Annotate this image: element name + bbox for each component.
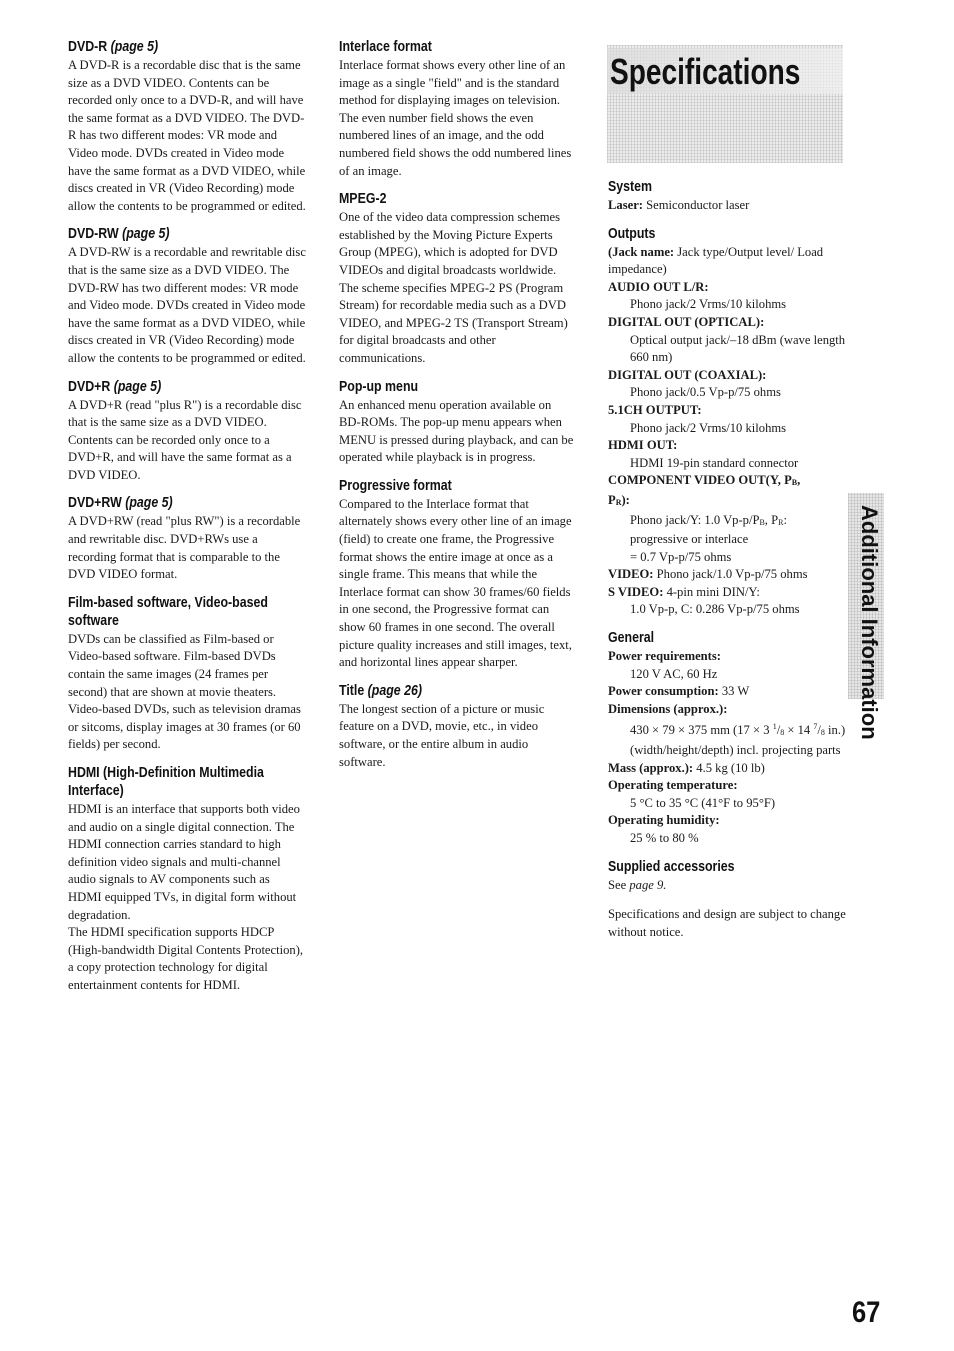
spec-section-system [608, 178, 846, 215]
spec-label: Mass (approx.): [608, 760, 694, 775]
entry-title: DVD-R (page 5) [68, 39, 159, 55]
entry-body: HDMI is an interface that supports both video and audio on a single digital connection. The HDMI connection carries standard to high definition video signals and multi-channel audio signals to AV components such as HDMI equipped TVs, in digital form without degradation. [68, 802, 300, 922]
specifications-title: Specifications [610, 51, 801, 92]
entry-body: DVDs can be classified as Film-based or Video-based software. Film-based DVDs contain the same images (24 frames per second) that are shown at movie theaters. Video-based DVDs, such as television dramas or sitcoms, display images at 30 frames (or 60 fields) per second. [68, 631, 301, 752]
spec-value: 4-pin mini DIN/Y: [666, 584, 760, 599]
glossary-entry-dvd-plus-rw [68, 494, 306, 583]
entry-title: HDMI (High-Definition Multimedia Interface) [68, 765, 264, 799]
page-number: 67 [852, 1296, 881, 1329]
entry-body: Interlace format shows every other line of an image as a single "field" and is the standard method for displaying images on television. The even number field shows the even numbered lines of an image, and the odd numbered field shows the odd numbered lines of an image. [339, 58, 572, 178]
glossary-entry-dvd-plus-r [68, 378, 306, 485]
glossary-entry-dvd-r [68, 38, 306, 215]
spec-label: DIGITAL OUT (OPTICAL): [608, 314, 765, 329]
entry-body: One of the video data compression schemes established by the Moving Picture Experts Group (MPEG), which is adopted for DVD VIDEOs and digital broadcasts worldwide. The scheme specifies MPEG-2 PS (Program Stream) for recordable media such as a DVD VIDEO, and MPEG-2 TS (Transport Stream) for digital broadcasts and other communications. [339, 210, 568, 365]
spec-label: Operating temperature: [608, 778, 738, 793]
entry-title: DVD-RW (page 5) [68, 226, 170, 243]
spec-value-dimensions: 430 × 79 × 375 mm (17 × 3 $^1$/8 × 14 $^7$/8 in.) (width/height/depth) incl. projecting parts [630, 722, 846, 758]
page-reference: (page 5) [125, 495, 173, 512]
entry-body: A DVD+RW (read "plus RW") is a recordable and rewritable disc. DVD+RWs use a recording format that is comparable to the DVD VIDEO format. [68, 514, 301, 582]
spec-value: Semiconductor laser [646, 198, 750, 212]
spec-value: HDMI 19-pin standard connector [630, 455, 799, 470]
entry-title: Film-based software, Video-based software [68, 594, 268, 629]
spec-label: AUDIO OUT L/R: [608, 279, 709, 294]
section-title: General [608, 630, 655, 647]
page-reference: (page 26) [367, 682, 423, 699]
entry-title: Interlace format [339, 39, 432, 55]
spec-label: HDMI OUT: [608, 438, 678, 453]
glossary-entry-mpeg2 [339, 190, 575, 367]
entry-title: Title (page 26) [339, 682, 423, 699]
spec-value: Phono jack/2 Vrms/10 kilohms [630, 297, 787, 312]
spec-label: Laser: [608, 198, 643, 212]
entry-body: A DVD-RW is a recordable and rewritable disc that is the same size as a DVD VIDEO. The DVD-RW has two different modes: VR mode and Video mode. DVDs created in Video mode have the same format as a DVD VIDEO, while discs created in VR (Video Recording) mode allow the contents to be programmed or edited. [68, 245, 306, 365]
spec-value: Phono jack/0.5 Vp-p/75 ohms [630, 385, 781, 400]
spec-value: 120 V AC, 60 Hz [630, 666, 718, 681]
spec-value: Optical output jack/–18 dBm (wave length 660 nm) [630, 332, 846, 365]
entry-body: Compared to the Interlace format that alternately shows every other line of an image (field) to create one frame, the Progressive format shows the entire image at once as a single frame. This means that while the Interlace format can show 30 frames/60 fields in one second, the Progressive format can show 60 frames in one second. The overall picture quality increases and still images, text, and horizontal lines appear sharper. [339, 496, 572, 670]
section-side-tab-label: Additional Information [857, 505, 882, 740]
glossary-entry-progressive [339, 477, 575, 672]
spec-value: Phono jack/1.0 Vp-p/75 ohms [656, 567, 808, 582]
page-reference: (page 5) [113, 378, 162, 395]
entry-body-2: The HDMI specification supports HDCP (High-bandwidth Digital Contents Protection), a copy protection technology for digital entertainment contents for HDMI. [68, 925, 304, 992]
entry-body: A DVD-R is a recordable disc that is the same size as a DVD VIDEO. Contents can be recorded only once to a DVD-R, and will have the same format as a DVD VIDEO. The DVD-R has two different modes: VR mode and Video mode. DVDs created in Video mode have the same format as a DVD VIDEO, while discs created in VR (Video Recording) mode allow the contents to be programmed or edited. [68, 58, 306, 213]
glossary-entry-popup-menu [339, 378, 575, 467]
spec-value: 5 °C to 35 °C (41°F to 95°F) [630, 795, 776, 810]
spec-label: Operating humidity: [608, 813, 720, 828]
spec-value: = 0.7 Vp-p/75 ohms [630, 549, 732, 564]
spec-value-component: Phono jack/Y: 1.0 Vp-p/PB, PR: [630, 512, 787, 527]
spec-section-outputs [608, 225, 846, 619]
glossary-column-2 [339, 38, 575, 781]
entry-title: MPEG-2 [339, 191, 387, 208]
spec-label: DIGITAL OUT (COAXIAL): [608, 367, 767, 382]
spec-value: progressive or interlace [630, 532, 749, 547]
spec-label: 5.1CH OUTPUT: [608, 402, 702, 417]
glossary-entry-interlace [339, 38, 575, 180]
entry-body: The longest section of a picture or music feature on a DVD, movie, etc., in video software, or the entire album in audio software. [339, 701, 545, 769]
specifications-column [608, 178, 846, 941]
spec-value: 4.5 kg (10 lb) [696, 760, 765, 775]
see-text: See [608, 877, 627, 892]
page-reference: page 9. [629, 877, 667, 892]
spec-value: 33 W [721, 684, 750, 699]
spec-label: Dimensions (approx.): [608, 701, 728, 716]
section-title: System [608, 179, 653, 195]
spec-value: Phono jack/2 Vrms/10 kilohms [630, 420, 787, 435]
spec-section-accessories [608, 858, 846, 895]
entry-body: An enhanced menu operation available on BD-ROMs. The pop-up menu appears when MENU is pressed during playback, and can be operated while playback is in progress. [339, 397, 574, 465]
glossary-entry-film-video-software [68, 594, 306, 754]
entry-title: Pop-up menu [339, 378, 419, 395]
entry-title: Progressive format [339, 477, 452, 494]
spec-label: Power requirements: [608, 649, 721, 664]
specifications-note: Specifications and design are subject to change without notice. [608, 907, 846, 939]
spec-value: 1.0 Vp-p, C: 0.286 Vp-p/75 ohms [630, 602, 800, 617]
entry-title: DVD+RW (page 5) [68, 495, 173, 512]
glossary-entry-dvd-rw [68, 225, 306, 367]
glossary-entry-hdmi [68, 764, 306, 995]
spec-label: S VIDEO: [608, 584, 664, 599]
spec-label: Power consumption: [608, 684, 719, 699]
page-reference: (page 5) [122, 226, 170, 243]
spec-label-component: COMPONENT VIDEO OUT(Y, PB, PR): [608, 473, 801, 507]
glossary-entry-title [339, 682, 575, 771]
section-title: Outputs [608, 225, 656, 242]
spec-section-general [608, 629, 846, 848]
page-reference: (page 5) [110, 39, 159, 55]
spec-value: Jack type/Output level/ Load impedance) [608, 244, 824, 277]
entry-body: A DVD+R (read "plus R") is a recordable disc that is the same size as a DVD VIDEO. Contents can be recorded only once to a DVD+R, and will have the same format as a DVD VIDEO. [68, 397, 302, 482]
glossary-column-1 [68, 38, 306, 1005]
spec-value: 25 % to 80 % [630, 831, 699, 845]
entry-title: DVD+R (page 5) [68, 378, 162, 395]
spec-label: VIDEO: [608, 567, 654, 582]
spec-label: (Jack name: [608, 244, 675, 259]
section-title: Supplied accessories [608, 858, 735, 875]
